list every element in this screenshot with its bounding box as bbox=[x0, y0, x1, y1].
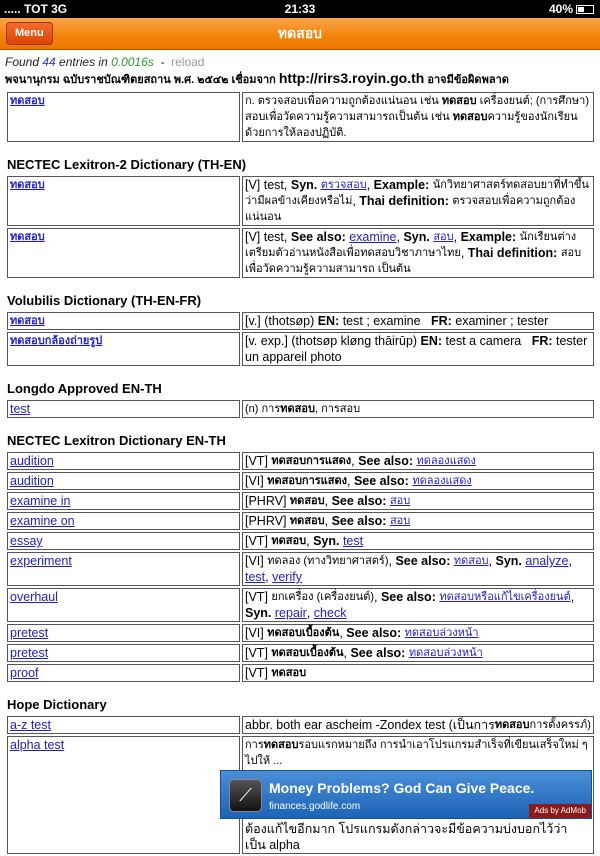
definition-text: , bbox=[306, 534, 314, 548]
definition-text: , bbox=[265, 570, 273, 584]
definition-cell bbox=[239, 736, 594, 854]
word-link[interactable]: ทดสอบ bbox=[10, 315, 45, 327]
ad-url: finances.godlife.com bbox=[269, 801, 361, 812]
definition-text: tester un appareil photo bbox=[245, 334, 591, 364]
definition-text: ทดสอบ bbox=[289, 515, 325, 527]
definition-text: ตรวจสอบเพื่อความถูกต้องแน่นอน bbox=[245, 195, 576, 223]
definition-text: [v.] (thotsøp) bbox=[245, 314, 318, 328]
nav-bar bbox=[0, 18, 600, 50]
definition-text: การ bbox=[245, 739, 264, 751]
definition-text: test a camera bbox=[445, 334, 532, 348]
table-row bbox=[7, 92, 594, 142]
definition-text: นักวิทยาศาสตร์ทดสอบยาที่ทำขึ้นว่ามีผลข้างเคียงหรือไม่ bbox=[245, 179, 589, 207]
definition-text: ทดสอบ bbox=[263, 739, 299, 751]
definition-text: EN: bbox=[317, 314, 343, 328]
cross-reference-link[interactable]: สอบ bbox=[389, 495, 411, 507]
definition-text: ทดสอบ bbox=[271, 535, 307, 547]
definition-text: Syn. bbox=[290, 178, 321, 192]
definition-text: , bbox=[388, 554, 396, 568]
table-row bbox=[7, 588, 594, 622]
word-link[interactable]: essay bbox=[10, 534, 43, 548]
results-table bbox=[5, 310, 596, 368]
word-link[interactable]: test bbox=[10, 402, 31, 416]
definition-text: รอบแรกหมายถึง การนำเอาโปรแกรมสำเร็จที่เขียนเสร็จใหม่ ๆ ไปให้ ... bbox=[245, 739, 591, 767]
table-row bbox=[7, 312, 594, 330]
definition-cell bbox=[242, 176, 594, 226]
ad-banner[interactable] bbox=[220, 770, 592, 819]
definition-text: Example: bbox=[373, 178, 433, 192]
definition-cell bbox=[242, 552, 594, 586]
found-label: Found bbox=[5, 55, 43, 69]
table-row bbox=[7, 716, 594, 734]
separator: - bbox=[153, 55, 172, 69]
definition-cell bbox=[242, 532, 594, 550]
definition-text: , bbox=[324, 514, 332, 528]
table-row bbox=[7, 332, 594, 366]
definition-text: [VI] bbox=[245, 626, 268, 640]
word-cell bbox=[7, 716, 240, 734]
definition-text: , bbox=[324, 494, 332, 508]
reload-link[interactable]: reload bbox=[171, 55, 205, 69]
query-time: 0.0016s bbox=[111, 55, 154, 69]
definition-text: Syn. bbox=[403, 230, 434, 244]
definition-cell bbox=[242, 332, 594, 366]
definition-text: ทดสอบเบื้องต้น bbox=[267, 627, 340, 639]
definition-text: , bbox=[568, 554, 576, 568]
cross-reference-link[interactable]: ทดสอบล่วงหน้า bbox=[404, 627, 479, 639]
definition-text: [PHRV] bbox=[245, 494, 290, 508]
status-bar bbox=[0, 0, 600, 18]
definition-text: [v. exp.] (thotsøp kløng thāirūp) bbox=[245, 334, 421, 348]
chart-line-icon: ⟋ bbox=[229, 779, 262, 812]
definition-text: Thai definition: bbox=[359, 194, 453, 208]
word-link[interactable]: ทดสอบกล้องถ่ายรูป bbox=[10, 335, 103, 347]
word-cell bbox=[7, 92, 240, 142]
cross-reference-link[interactable]: ทดสอบหรือแก้ไขเครื่องยนต์ bbox=[439, 591, 571, 603]
table-row bbox=[7, 400, 594, 418]
definition-text: [VT] bbox=[245, 454, 272, 468]
battery-icon bbox=[576, 5, 594, 14]
ad-headline: Money Problems? God Can Give Peace. bbox=[269, 780, 535, 796]
results-table bbox=[5, 398, 596, 420]
cross-reference-link[interactable]: repair bbox=[274, 606, 307, 620]
definition-text: , bbox=[396, 230, 404, 244]
definition-text: Syn. bbox=[245, 606, 275, 620]
definition-cell bbox=[242, 312, 594, 330]
results bbox=[0, 50, 600, 856]
cross-reference-link[interactable]: ทดสอบ bbox=[453, 555, 489, 567]
definition-text: สอบเพื่อวัดความรู้ความสามารถ เป็นต้น bbox=[245, 247, 582, 275]
word-cell bbox=[7, 400, 240, 418]
cross-reference-link[interactable]: ทดสอบล่วงหน้า bbox=[408, 647, 483, 659]
word-link[interactable]: a-z test bbox=[10, 718, 51, 732]
table-row bbox=[7, 452, 594, 470]
word-link[interactable]: pretest bbox=[10, 626, 49, 640]
definition-cell bbox=[242, 400, 594, 418]
definition-text: examiner ; tester bbox=[455, 314, 549, 328]
table-row bbox=[7, 552, 594, 586]
definition-text: See also: bbox=[346, 626, 405, 640]
cross-reference-link[interactable]: verify bbox=[272, 570, 302, 584]
definition-text: [VT] bbox=[245, 534, 272, 548]
definition-text: ยกเครื่อง (เครื่องยนต์) bbox=[271, 591, 375, 603]
definition-cell bbox=[242, 452, 594, 470]
definition-text: , bbox=[306, 606, 314, 620]
word-link[interactable]: pretest bbox=[10, 646, 49, 660]
results-table bbox=[5, 90, 596, 144]
cross-reference-link[interactable]: ทดลองแสดง bbox=[416, 455, 476, 467]
definition-text: ก. ตรวจสอบเพื่อความถูกต้องแน่นอน เช่น bbox=[245, 95, 442, 107]
definition-text: [V] test, bbox=[245, 230, 291, 244]
definition-text: Thai definition: bbox=[467, 246, 561, 260]
table-row bbox=[7, 532, 594, 550]
definition-text: , bbox=[366, 178, 374, 192]
definition-text: [V] test, bbox=[245, 178, 291, 192]
definition-cell bbox=[242, 492, 594, 510]
definition-text: See also: bbox=[395, 554, 454, 568]
definition-cell bbox=[242, 228, 594, 278]
word-cell bbox=[7, 312, 240, 330]
found-mid: entries in bbox=[55, 55, 112, 69]
definition-text: , bbox=[343, 646, 351, 660]
definition-text: , bbox=[352, 194, 360, 208]
cross-reference-link[interactable]: สอบ bbox=[389, 515, 411, 527]
definition-text: (n) การ bbox=[245, 403, 281, 415]
word-cell bbox=[7, 644, 240, 662]
table-row bbox=[7, 472, 594, 490]
source-url: http://rirs3.royin.go.th bbox=[278, 70, 425, 86]
word-link[interactable]: examine on bbox=[10, 514, 75, 528]
table-row bbox=[7, 492, 594, 510]
table-row bbox=[7, 512, 594, 530]
definition-cell bbox=[242, 664, 594, 682]
definition-text: การตั้งครรภ์) bbox=[529, 719, 591, 731]
definition-text: , การสอบ bbox=[314, 403, 361, 415]
definition-text: ทดสอบเบื้องต้น bbox=[271, 647, 344, 659]
definition-text: นักเรียนต่างเตรียมตัวอ่านหนังสือเพื่อทดสอบวิชาภาษาไทย bbox=[245, 231, 577, 259]
cross-reference-link[interactable]: examine bbox=[349, 230, 397, 244]
definition-text: [PHRV] bbox=[245, 514, 290, 528]
definition-text: EN: bbox=[420, 334, 446, 348]
definition-text: , bbox=[570, 590, 578, 604]
word-cell bbox=[7, 552, 240, 586]
definition-text: , bbox=[347, 474, 354, 488]
definition-text: FR: bbox=[430, 314, 456, 328]
definition-text: See also: bbox=[331, 514, 390, 528]
word-cell bbox=[7, 664, 240, 682]
results-table bbox=[5, 714, 596, 856]
definition-cell bbox=[242, 716, 594, 734]
clock: 21:33 bbox=[284, 2, 316, 16]
word-cell bbox=[7, 176, 240, 226]
word-cell bbox=[7, 228, 240, 278]
results-table bbox=[5, 174, 596, 280]
definition-text: See also: bbox=[331, 494, 390, 508]
definition-text: ทดสอบการแสดง bbox=[267, 475, 347, 487]
results-table bbox=[5, 450, 596, 684]
cross-reference-link[interactable]: test bbox=[245, 570, 266, 584]
definition-cell bbox=[242, 512, 594, 530]
definition-text: ทดสอบ bbox=[452, 111, 488, 123]
word-link[interactable]: experiment bbox=[10, 554, 72, 568]
ad-slot bbox=[239, 769, 591, 821]
table-row bbox=[7, 736, 594, 854]
carrier: ..... TOT 3G bbox=[4, 2, 68, 16]
word-cell bbox=[7, 492, 240, 510]
definition-text: See also: bbox=[358, 454, 417, 468]
definition-text: , bbox=[453, 230, 461, 244]
word-link[interactable]: ทดสอบ bbox=[10, 231, 45, 243]
definition-text: , bbox=[339, 626, 347, 640]
cross-reference-link[interactable]: analyze bbox=[525, 554, 569, 568]
word-cell bbox=[7, 736, 240, 854]
definition-text: [VI] bbox=[245, 474, 268, 488]
result-summary bbox=[5, 55, 596, 70]
definition-text: , bbox=[351, 454, 359, 468]
entry-count: 44 bbox=[42, 55, 56, 69]
definition-text: See also: bbox=[290, 230, 350, 244]
definition-text: Syn. bbox=[313, 534, 343, 548]
word-link[interactable]: alpha test bbox=[10, 738, 65, 752]
cross-reference-link[interactable]: test bbox=[342, 534, 364, 548]
word-cell bbox=[7, 332, 240, 366]
definition-text: ทดสอบการแสดง bbox=[271, 455, 352, 467]
word-cell bbox=[7, 452, 240, 470]
definition-text: ทดสอบ bbox=[289, 495, 325, 507]
definition-text: [VT] bbox=[245, 590, 272, 604]
word-cell bbox=[7, 472, 240, 490]
word-link[interactable]: proof bbox=[10, 666, 39, 680]
definition-text: abbr. both ear ascheim -Zondex test (เป็นการ bbox=[245, 718, 495, 732]
definition-text: Example: bbox=[460, 230, 520, 244]
word-link[interactable]: ทดสอบ bbox=[10, 95, 45, 107]
source-post: อาจมีข้อผิดพลาด bbox=[424, 74, 509, 86]
table-row bbox=[7, 176, 594, 226]
definition-text: , bbox=[488, 554, 496, 568]
definition-text: เครื่องยนต์; (การศึกษา) สอบเพื่อวัดความรู้ความสามารถเป็นต้น เช่น bbox=[245, 95, 593, 123]
definition-cell bbox=[242, 624, 594, 642]
word-cell bbox=[7, 512, 240, 530]
section-title: NECTEC Lexitron Dictionary EN-TH bbox=[7, 433, 226, 448]
definition-text: See also: bbox=[380, 590, 440, 604]
word-link[interactable]: audition bbox=[10, 454, 54, 468]
table-row bbox=[7, 228, 594, 278]
page-title: ทดสอบ bbox=[277, 25, 323, 41]
word-link[interactable]: examine in bbox=[10, 494, 71, 508]
definition-text: ทดสอบ bbox=[280, 403, 315, 415]
word-link[interactable]: audition bbox=[10, 474, 54, 488]
menu-button[interactable]: Menu bbox=[6, 22, 53, 45]
definition-text: ทดสอบ bbox=[441, 95, 477, 107]
section-title: NECTEC Lexitron-2 Dictionary (TH-EN) bbox=[7, 157, 247, 172]
source-pre: พจนานุกรม ฉบับราชบัณฑิตยสถาน พ.ศ. ๒๕๔๒ เชื่อมจาก bbox=[5, 74, 279, 86]
section-title: Longdo Approved EN-TH bbox=[7, 381, 162, 396]
definition-text: ต้องแก้ไขอีกมาก โปรแกรมดังกล่าวจะมีข้อความบ่งบอกไว้ว่า เป็น alpha bbox=[245, 822, 571, 852]
definition-text: See also: bbox=[350, 646, 409, 660]
definition-cell bbox=[242, 92, 594, 142]
definition-text: [VT] bbox=[245, 646, 272, 660]
cross-reference-link[interactable]: ทดลองแสดง bbox=[412, 475, 472, 487]
definition-cell bbox=[242, 644, 594, 662]
definition-text: [VT] bbox=[245, 666, 272, 680]
ad-badge: Ads by AdMob bbox=[529, 804, 591, 818]
table-row bbox=[7, 664, 594, 682]
table-row bbox=[7, 644, 594, 662]
cross-reference-link[interactable]: ตรวจสอบ bbox=[320, 179, 367, 191]
definition-text: , bbox=[460, 246, 468, 260]
definition-text: ทดสอบ bbox=[494, 719, 530, 731]
cross-reference-link[interactable]: สอบ bbox=[433, 231, 454, 243]
definition-text: ความรู้ของนักเรียนด้วยการให้ลองปฏิบัติ. bbox=[245, 111, 578, 139]
definition-text: Syn. bbox=[495, 554, 526, 568]
definition-cell bbox=[242, 588, 594, 622]
cross-reference-link[interactable]: check bbox=[313, 606, 347, 620]
definition-text: , bbox=[374, 590, 381, 604]
definition-text: FR: bbox=[531, 334, 556, 348]
definition-text: ทดลอง (ทางวิทยาศาสตร์) bbox=[267, 555, 389, 567]
section-title: Volubilis Dictionary (TH-EN-FR) bbox=[7, 293, 202, 308]
definition-cell bbox=[242, 472, 594, 490]
word-cell bbox=[7, 624, 240, 642]
word-link[interactable]: ทดสอบ bbox=[10, 179, 45, 191]
definition-text: ทดสอบ bbox=[271, 667, 307, 679]
battery-percent: 40% bbox=[548, 2, 573, 16]
definition-text: See also: bbox=[353, 474, 413, 488]
word-cell bbox=[7, 532, 240, 550]
definition-text: test ; examine bbox=[342, 314, 431, 328]
word-cell bbox=[7, 588, 240, 622]
definition-text: [VI] bbox=[245, 554, 268, 568]
word-link[interactable]: overhaul bbox=[10, 590, 58, 604]
table-row bbox=[7, 624, 594, 642]
section-title: Hope Dictionary bbox=[7, 697, 107, 712]
source-note bbox=[5, 70, 596, 88]
